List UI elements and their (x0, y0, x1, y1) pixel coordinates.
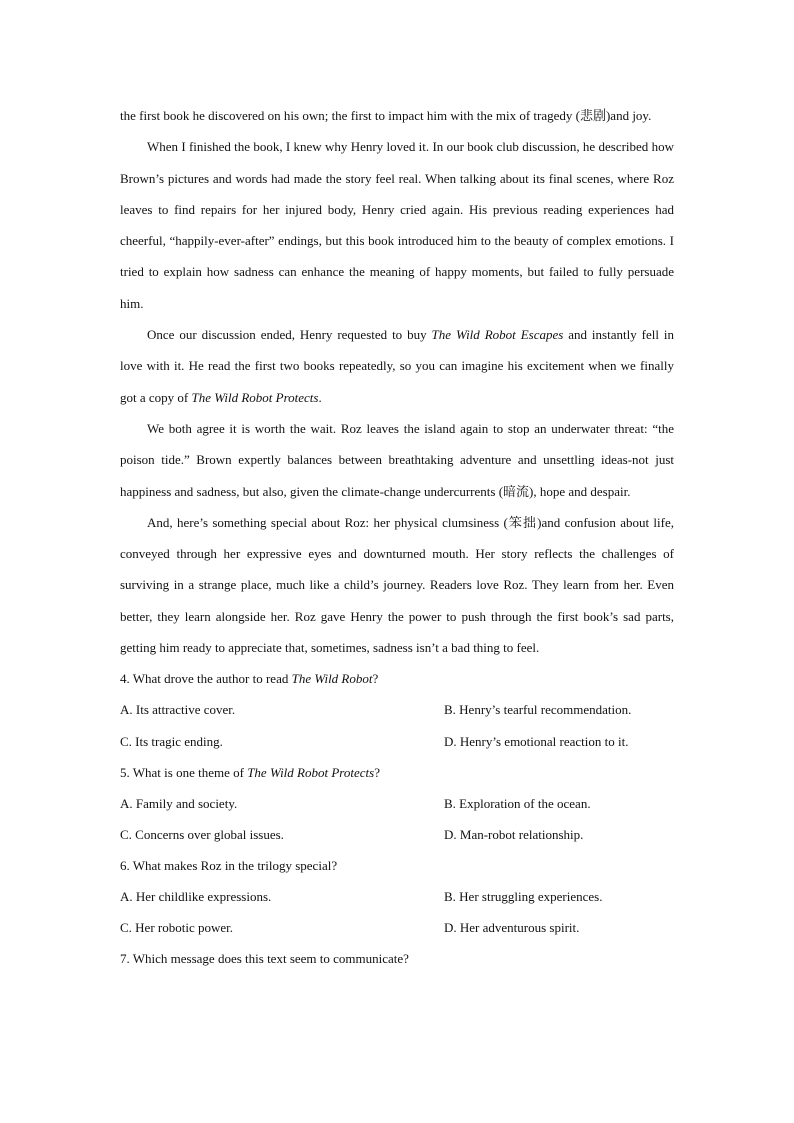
question-4-options-row-1 (120, 694, 674, 725)
option-5b[interactable]: B. Exploration of the ocean. (444, 795, 591, 811)
question-4-stem (120, 663, 674, 694)
paragraph-3-text-c: . (318, 389, 322, 405)
option-6b[interactable]: B. Her struggling experiences. (444, 889, 603, 904)
option-4d[interactable]: D. Henry’s emotional reaction to it. (444, 733, 629, 749)
question-7-stem (120, 943, 674, 974)
question-6-text: 6. What makes Roz in the trilogy special? (120, 857, 338, 873)
option-5c[interactable]: C. Concerns over global issues. (120, 826, 284, 842)
paragraph-3-text-a: Once our discussion ended, Henry requested to buy (147, 327, 432, 343)
passage-paragraph-1: the first book he discovered on his own; the first to impact him with the mix of tragedy (悲剧)and joy. (120, 108, 652, 123)
option-4c[interactable]: C. Its tragic ending. (120, 733, 223, 749)
option-6a[interactable]: A. Her childlike expressions. (120, 889, 272, 904)
question-5-stem (120, 757, 674, 788)
option-5a[interactable]: A. Family and society. (120, 795, 238, 811)
question-6-options-row-2 (120, 912, 674, 943)
question-6-stem (120, 850, 674, 881)
paragraph-3-text-b: and instantly fell in love with it. He read the first two books repeatedly, so you can imagine his excitement when we finally got a copy of (120, 327, 674, 405)
option-6d[interactable]: D. Her adventurous spirit. (444, 920, 580, 936)
question-5-book-title: The Wild Robot Protects (247, 764, 375, 780)
option-6c[interactable]: C. Her robotic power. (120, 920, 234, 936)
question-5-mark: ? (374, 764, 380, 780)
question-4-text: 4. What drove the author to read (120, 671, 292, 687)
question-4-mark: ? (372, 671, 379, 687)
question-4-options-row-2 (120, 726, 674, 757)
question-5-text: 5. What is one theme of (120, 764, 248, 780)
passage-paragraph-2: When I finished the book, I knew why Henry loved it. In our book club discussion, he described how Brown’s pictures and words had made the story feel real. When talking about its final scenes, where Roz leaves to find repairs for her injured body, Henry cried again. His previous reading experiences had cheerful, “happily-ever-after” endings, but this book introduced him to the beauty of complex emotions. I tried to explain how sadness can enhance the meaning of happy moments, but failed to fully persuade him. (120, 139, 674, 311)
option-4b[interactable]: B. Henry’s tearful recommendation. (444, 702, 632, 718)
book-title-protects: The Wild Robot Protects (191, 389, 319, 405)
option-4a[interactable]: A. Its attractive cover. (120, 702, 236, 718)
question-6-options-row-1 (120, 881, 674, 912)
document-body (120, 100, 674, 974)
question-5-options-row-1 (120, 788, 674, 819)
question-5-options-row-2 (120, 819, 674, 850)
book-title-escapes: The Wild Robot Escapes (431, 327, 564, 343)
option-5d[interactable]: D. Man-robot relationship. (444, 826, 584, 842)
passage-paragraph-4: We both agree it is worth the wait. Roz leaves the island again to stop an underwater threat: “the poison tide.” Brown expertly balances between breathtaking adventure and unsettling ideas-not just happiness and sadness, but also, given the climate-change undercurrents (暗流), hope and despair. (120, 420, 674, 499)
passage-paragraph-3 (120, 319, 674, 413)
passage-paragraph-5: And, here’s something special about Roz: her physical clumsiness (笨拙)and confusion about life, conveyed through her expressive eyes and downturned mouth. Her story reflects the challenges of surviving in a strange place, much like a child’s journey. Readers love Roz. They learn from her. Even better, they learn alongside her. Roz gave Henry the power to push through the first book’s sad parts, getting him ready to appreciate that, sometimes, sadness isn’t a bad thing to feel. (120, 514, 674, 656)
question-4-book-title: The Wild Robot (291, 671, 373, 687)
question-7-text: 7. Which message does this text seem to communicate? (120, 951, 409, 967)
